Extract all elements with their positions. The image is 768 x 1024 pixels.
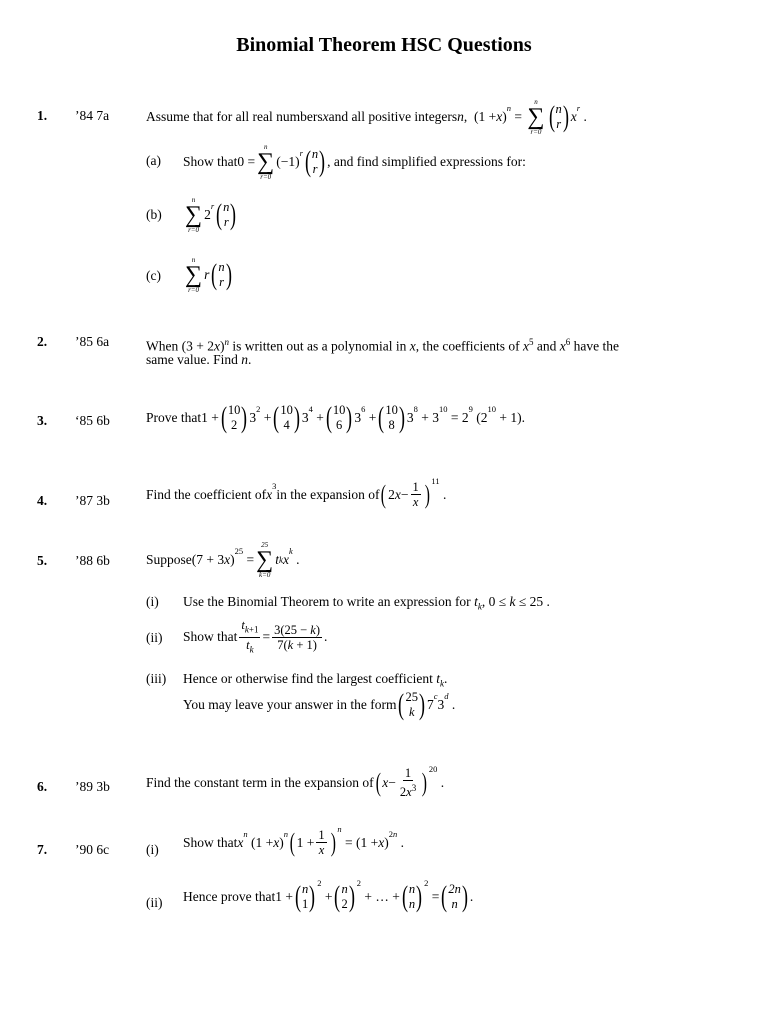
part-math: n ∑ r=0 2 r ( n r ) <box>185 196 237 234</box>
part-text: Show that x n (1 + x ) n ( 1 + $\frac{1}{x}$ ) n = (1 + x ) 2n . <box>183 823 404 857</box>
question-text: Suppose (7 + 3 x ) 25 = 25 ∑ k=0 t k x k . <box>146 541 300 579</box>
question-number: 7. <box>37 842 48 857</box>
question-text: same value. Find n. <box>146 352 252 367</box>
question-text: Find the coefficient of x 3 in the expansion of ( 2 x − $\frac{1}{x}$ ) 11 . <box>146 475 447 509</box>
part-text: You may leave your answer in the form ( 25 k ) 7 c 3 d . <box>183 688 456 721</box>
part-label: (i) <box>146 594 159 609</box>
part-label: (c) <box>146 268 161 283</box>
question-ref: ’90 6c <box>75 842 110 857</box>
question-ref: ’84 7a <box>75 108 110 123</box>
part-text: Hence or otherwise find the largest coefficient $t_k$. <box>183 671 448 689</box>
part-math: n ∑ r=0 r ( n r ) <box>185 256 232 294</box>
part-label: (b) <box>146 207 162 222</box>
part-label: (iii) <box>146 671 167 686</box>
question-number: 2. <box>37 334 48 349</box>
part-text: Use the Binomial Theorem to write an expression for $t_k$, 0 ≤ k ≤ 25 . <box>183 594 550 612</box>
question-number: 6. <box>37 779 48 794</box>
question-text: Find the constant term in the expansion of ( x − $\frac{1}{2x^3}$ ) 20 . <box>146 763 445 800</box>
question-number: 4. <box>37 493 48 508</box>
part-text: Hence prove that 1 + ( n 1 ) 2 + ( n 2 ) 2 + … + ( n n ) 2 = ( 2n n ) . <box>183 878 474 913</box>
part-label: (ii) <box>146 630 163 645</box>
question-ref: ’89 3b <box>75 779 110 794</box>
question-number: 3. <box>37 413 48 428</box>
question-number: 1. <box>37 108 48 123</box>
question-text: Prove that 1 + ( 10 2 ) 3 2 + ( 10 4 ) 3 4 + ( 10 6 ) 3 6 + ( 10 8 ) 3 8 + 3 10 = 2 9 (2 10 + 1). <box>146 401 525 434</box>
question-text: When $(3 + 2x)^n$ is written out as a polynomial in x, the coefficients of $x^5$ and $x^6$ have the <box>146 337 620 354</box>
part-label: (a) <box>146 153 161 168</box>
question-text: Assume that for all real numbers x and all positive integers n , (1 + x ) n = n ∑ r=0 ( n r ) x r . <box>146 98 587 136</box>
question-ref: ’85 6a <box>75 334 110 349</box>
question-ref: ’88 6b <box>75 553 110 568</box>
part-text: Show that $\frac{t_{k+1}}{t_k}$ = $\frac{3(25 - k)}{7(k + 1)}$ . <box>183 618 328 654</box>
page-title: Binomial Theorem HSC Questions <box>236 34 532 56</box>
question-ref: ’87 3b <box>75 493 110 508</box>
question-ref: ‘85 6b <box>75 413 110 428</box>
part-label: (i) <box>146 842 159 857</box>
part-text: Show that 0 = n ∑ r=0 (−1) r ( n r ) , and find simplified expressions for: <box>183 143 526 181</box>
question-number: 5. <box>37 553 48 568</box>
part-label: (ii) <box>146 895 163 910</box>
